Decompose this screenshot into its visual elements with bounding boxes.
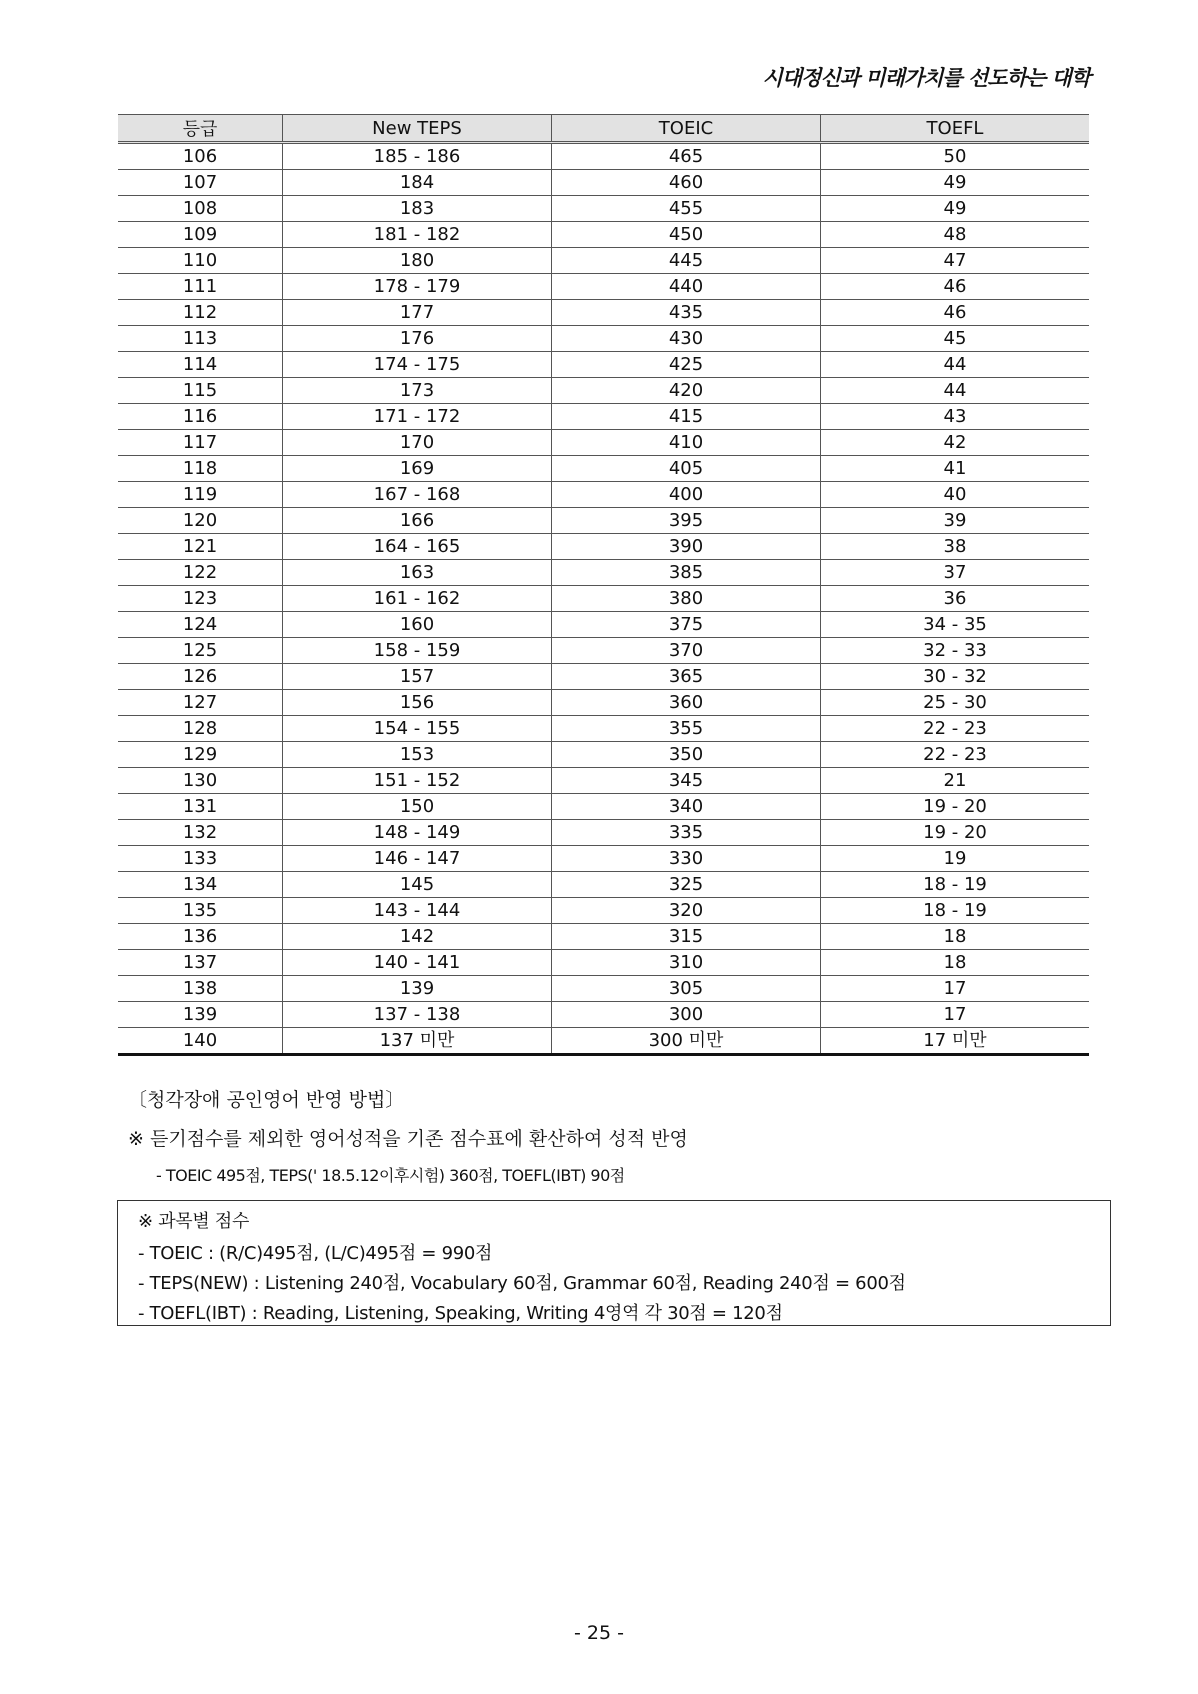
cell-grade: 115 [118, 378, 283, 404]
cell-toefl: 44 [821, 378, 1090, 404]
table-row [118, 378, 1089, 404]
cell-new-teps: 139 [283, 976, 552, 1002]
cell-new-teps: 183 [283, 196, 552, 222]
cell-new-teps: 156 [283, 690, 552, 716]
table-row [118, 430, 1089, 456]
cell-grade: 127 [118, 690, 283, 716]
cell-toefl: 44 [821, 352, 1090, 378]
table-row [118, 976, 1089, 1002]
table-row [118, 820, 1089, 846]
cell-grade: 139 [118, 1002, 283, 1028]
table-row [118, 846, 1089, 872]
table-row [118, 222, 1089, 248]
table-row [118, 950, 1089, 976]
cell-new-teps: 150 [283, 794, 552, 820]
cell-grade: 106 [118, 143, 283, 170]
cell-toefl: 18 [821, 950, 1090, 976]
table-row [118, 300, 1089, 326]
cell-toeic: 360 [552, 690, 821, 716]
cell-toefl: 38 [821, 534, 1090, 560]
cell-toeic: 355 [552, 716, 821, 742]
cell-toeic: 315 [552, 924, 821, 950]
table-row [118, 690, 1089, 716]
cell-toefl: 25 - 30 [821, 690, 1090, 716]
cell-toeic: 395 [552, 508, 821, 534]
cell-grade: 126 [118, 664, 283, 690]
cell-toefl: 48 [821, 222, 1090, 248]
table-row [118, 924, 1089, 950]
cell-toefl: 19 - 20 [821, 820, 1090, 846]
cell-new-teps: 142 [283, 924, 552, 950]
cell-toefl: 45 [821, 326, 1090, 352]
cell-toeic: 340 [552, 794, 821, 820]
cell-toeic: 425 [552, 352, 821, 378]
cell-grade: 132 [118, 820, 283, 846]
table-row [118, 508, 1089, 534]
cell-toefl: 49 [821, 170, 1090, 196]
cell-new-teps: 154 - 155 [283, 716, 552, 742]
cell-toeic: 375 [552, 612, 821, 638]
table-row [118, 612, 1089, 638]
cell-new-teps: 170 [283, 430, 552, 456]
cell-new-teps: 143 - 144 [283, 898, 552, 924]
cell-toeic: 365 [552, 664, 821, 690]
table-row [118, 794, 1089, 820]
page-number: - 25 - [574, 1622, 624, 1644]
cell-toeic: 330 [552, 846, 821, 872]
header-slogan: 시대정신과 미래가치를 선도하는 대학 [762, 65, 1090, 90]
cell-toefl: 17 [821, 1002, 1090, 1028]
cell-toeic: 460 [552, 170, 821, 196]
cell-grade: 110 [118, 248, 283, 274]
cell-grade: 135 [118, 898, 283, 924]
cell-grade: 121 [118, 534, 283, 560]
table-row [118, 898, 1089, 924]
table-body [118, 143, 1089, 1055]
cell-toeic: 335 [552, 820, 821, 846]
cell-toefl: 17 [821, 976, 1090, 1002]
cell-new-teps: 158 - 159 [283, 638, 552, 664]
table-row [118, 404, 1089, 430]
cell-toeic: 435 [552, 300, 821, 326]
table-row [118, 248, 1089, 274]
method-note: ※ 듣기점수를 제외한 영어성적을 기존 점수표에 환산하여 성적 반영 [128, 1128, 688, 1150]
cell-toeic: 405 [552, 456, 821, 482]
cell-toeic: 345 [552, 768, 821, 794]
cell-new-teps: 137 미만 [283, 1028, 552, 1055]
cell-toeic: 450 [552, 222, 821, 248]
cell-new-teps: 167 - 168 [283, 482, 552, 508]
cell-new-teps: 146 - 147 [283, 846, 552, 872]
cell-toeic: 440 [552, 274, 821, 300]
cell-grade: 111 [118, 274, 283, 300]
cell-new-teps: 178 - 179 [283, 274, 552, 300]
cell-toefl: 36 [821, 586, 1090, 612]
cell-grade: 124 [118, 612, 283, 638]
cell-toeic: 465 [552, 143, 821, 170]
cell-grade: 109 [118, 222, 283, 248]
cell-grade: 134 [118, 872, 283, 898]
cell-toeic: 390 [552, 534, 821, 560]
cell-toeic: 385 [552, 560, 821, 586]
subject-scores-box [117, 1200, 1111, 1326]
cell-grade: 112 [118, 300, 283, 326]
table-row [118, 664, 1089, 690]
cell-grade: 128 [118, 716, 283, 742]
cell-new-teps: 151 - 152 [283, 768, 552, 794]
cell-new-teps: 153 [283, 742, 552, 768]
cell-grade: 123 [118, 586, 283, 612]
cell-grade: 116 [118, 404, 283, 430]
cell-new-teps: 171 - 172 [283, 404, 552, 430]
table-row [118, 534, 1089, 560]
cell-grade: 131 [118, 794, 283, 820]
table-header-row [118, 115, 1089, 143]
cell-toefl: 21 [821, 768, 1090, 794]
subject-score-toefl: - TOEFL(IBT) : Reading, Listening, Speaking, Writing 4영역 각 30점 = 120점 [138, 1303, 783, 1324]
cell-toefl: 46 [821, 274, 1090, 300]
table-row [118, 872, 1089, 898]
cell-toeic: 320 [552, 898, 821, 924]
cell-toeic: 350 [552, 742, 821, 768]
cell-new-teps: 174 - 175 [283, 352, 552, 378]
cell-toeic: 300 미만 [552, 1028, 821, 1055]
method-detail: - TOEIC 495점, TEPS(' 18.5.12이후시험) 360점, TOEFL(IBT) 90점 [156, 1166, 625, 1185]
cell-toefl: 37 [821, 560, 1090, 586]
method-title: 〔청각장애 공인영어 반영 방법〕 [128, 1089, 405, 1111]
table-row [118, 196, 1089, 222]
cell-toeic: 325 [552, 872, 821, 898]
cell-grade: 108 [118, 196, 283, 222]
table-row [118, 143, 1089, 170]
table-row [118, 456, 1089, 482]
cell-toeic: 400 [552, 482, 821, 508]
cell-toefl: 34 - 35 [821, 612, 1090, 638]
subject-scores-title: ※ 과목별 점수 [138, 1211, 250, 1232]
cell-grade: 117 [118, 430, 283, 456]
table-row [118, 274, 1089, 300]
score-conversion-table [118, 114, 1089, 1056]
column-header-new-teps: New TEPS [283, 115, 552, 143]
cell-toefl: 49 [821, 196, 1090, 222]
cell-toeic: 410 [552, 430, 821, 456]
cell-grade: 133 [118, 846, 283, 872]
cell-toefl: 18 - 19 [821, 898, 1090, 924]
cell-new-teps: 140 - 141 [283, 950, 552, 976]
cell-toeic: 305 [552, 976, 821, 1002]
column-header-toefl: TOEFL [821, 115, 1090, 143]
cell-toeic: 370 [552, 638, 821, 664]
cell-toefl: 42 [821, 430, 1090, 456]
subject-score-toeic: - TOEIC : (R/C)495점, (L/C)495점 = 990점 [138, 1243, 493, 1264]
cell-grade: 113 [118, 326, 283, 352]
cell-toefl: 30 - 32 [821, 664, 1090, 690]
cell-grade: 122 [118, 560, 283, 586]
cell-new-teps: 176 [283, 326, 552, 352]
cell-new-teps: 160 [283, 612, 552, 638]
table-row [118, 1028, 1089, 1055]
table-row [118, 638, 1089, 664]
column-header-grade: 등급 [118, 115, 283, 143]
cell-toefl: 50 [821, 143, 1090, 170]
cell-new-teps: 157 [283, 664, 552, 690]
cell-grade: 114 [118, 352, 283, 378]
cell-toeic: 430 [552, 326, 821, 352]
table-row [118, 768, 1089, 794]
cell-toeic: 415 [552, 404, 821, 430]
subject-score-teps: - TEPS(NEW) : Listening 240점, Vocabulary 60점, Grammar 60점, Reading 240점 = 600점 [138, 1273, 906, 1294]
cell-toefl: 19 [821, 846, 1090, 872]
cell-toeic: 310 [552, 950, 821, 976]
cell-new-teps: 169 [283, 456, 552, 482]
cell-toefl: 46 [821, 300, 1090, 326]
cell-grade: 125 [118, 638, 283, 664]
cell-toefl: 39 [821, 508, 1090, 534]
cell-toefl: 22 - 23 [821, 716, 1090, 742]
cell-grade: 120 [118, 508, 283, 534]
cell-toefl: 19 - 20 [821, 794, 1090, 820]
cell-new-teps: 184 [283, 170, 552, 196]
cell-toeic: 455 [552, 196, 821, 222]
cell-grade: 130 [118, 768, 283, 794]
cell-toefl: 18 - 19 [821, 872, 1090, 898]
cell-toefl: 32 - 33 [821, 638, 1090, 664]
cell-new-teps: 137 - 138 [283, 1002, 552, 1028]
cell-toefl: 40 [821, 482, 1090, 508]
cell-grade: 136 [118, 924, 283, 950]
cell-toeic: 300 [552, 1002, 821, 1028]
cell-toeic: 420 [552, 378, 821, 404]
cell-grade: 140 [118, 1028, 283, 1055]
cell-new-teps: 181 - 182 [283, 222, 552, 248]
table-row [118, 560, 1089, 586]
cell-toefl: 43 [821, 404, 1090, 430]
table-row [118, 716, 1089, 742]
cell-toeic: 445 [552, 248, 821, 274]
cell-grade: 129 [118, 742, 283, 768]
cell-toefl: 18 [821, 924, 1090, 950]
cell-grade: 107 [118, 170, 283, 196]
table-row [118, 352, 1089, 378]
cell-new-teps: 166 [283, 508, 552, 534]
table-row [118, 586, 1089, 612]
cell-new-teps: 145 [283, 872, 552, 898]
cell-grade: 138 [118, 976, 283, 1002]
cell-grade: 118 [118, 456, 283, 482]
table-row [118, 170, 1089, 196]
table-row [118, 742, 1089, 768]
cell-grade: 119 [118, 482, 283, 508]
cell-new-teps: 180 [283, 248, 552, 274]
table-row [118, 1002, 1089, 1028]
table-row [118, 326, 1089, 352]
cell-toefl: 22 - 23 [821, 742, 1090, 768]
cell-new-teps: 177 [283, 300, 552, 326]
column-header-toeic: TOEIC [552, 115, 821, 143]
cell-new-teps: 163 [283, 560, 552, 586]
cell-toefl: 47 [821, 248, 1090, 274]
cell-new-teps: 161 - 162 [283, 586, 552, 612]
cell-toefl: 41 [821, 456, 1090, 482]
cell-new-teps: 164 - 165 [283, 534, 552, 560]
cell-grade: 137 [118, 950, 283, 976]
cell-new-teps: 148 - 149 [283, 820, 552, 846]
cell-new-teps: 173 [283, 378, 552, 404]
cell-new-teps: 185 - 186 [283, 143, 552, 170]
table-row [118, 482, 1089, 508]
cell-toeic: 380 [552, 586, 821, 612]
cell-toefl: 17 미만 [821, 1028, 1090, 1055]
